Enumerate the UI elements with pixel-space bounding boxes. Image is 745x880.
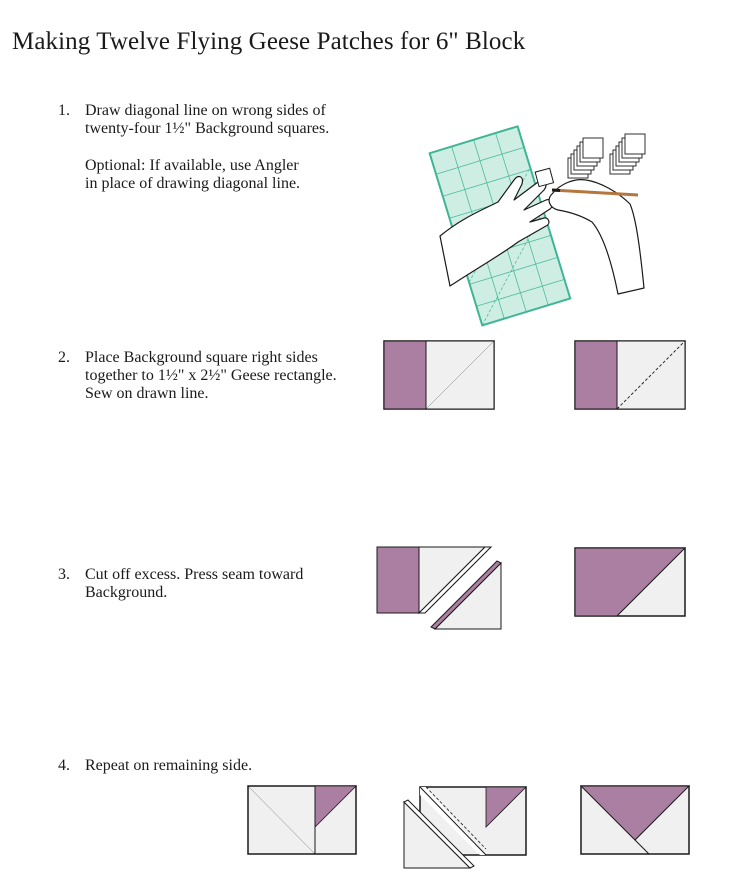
step-4-figure-finished-flying-geese xyxy=(580,785,692,857)
step-4-line-1: Repeat on remaining side. xyxy=(85,757,253,774)
step-1-line-2: twenty-four 1½" Background squares. xyxy=(85,120,330,137)
step-2-line-3: Sew on drawn line. xyxy=(85,385,209,402)
step-1-optional-line-1: Optional: If available, use Angler xyxy=(85,157,299,174)
step-2-line-2: together to 1½" x 2½" Geese rectangle. xyxy=(85,367,337,384)
step-2-figure-a xyxy=(383,340,496,412)
step-1-number: 1. xyxy=(58,102,70,119)
step-4-figure-cut xyxy=(400,782,530,870)
step-1-instructions xyxy=(85,102,329,138)
step-2-figure-b xyxy=(574,340,687,412)
step-3-line-1: Cut off excess. Press seam toward xyxy=(85,566,304,583)
step-4-number: 4. xyxy=(58,757,70,774)
step-3-number: 3. xyxy=(58,566,70,583)
step-1-line-1: Draw diagonal line on wrong sides of xyxy=(85,102,326,119)
step-2-line-1: Place Background square right sides xyxy=(85,349,318,366)
fabric-square-under-ruler xyxy=(535,168,553,186)
step-4-figure-place xyxy=(247,785,359,857)
stack-of-squares-2 xyxy=(610,134,645,174)
step-3-instructions xyxy=(85,566,303,602)
step-1-optional-line-2: in place of drawing diagonal line. xyxy=(85,175,301,192)
step-2-instructions xyxy=(85,349,337,403)
step-3-figure-pressed xyxy=(574,547,687,619)
step-4-instructions xyxy=(85,757,252,775)
step-2-number: 2. xyxy=(58,349,70,366)
step-3-figure-cut xyxy=(375,545,503,631)
step-3-line-2: Background. xyxy=(85,584,168,601)
step-1-optional-note xyxy=(85,157,300,193)
ruler-drawing-illustration xyxy=(440,118,650,308)
stack-of-squares-1 xyxy=(568,138,603,178)
page-title: Making Twelve Flying Geese Patches for 6" Block xyxy=(12,28,526,55)
